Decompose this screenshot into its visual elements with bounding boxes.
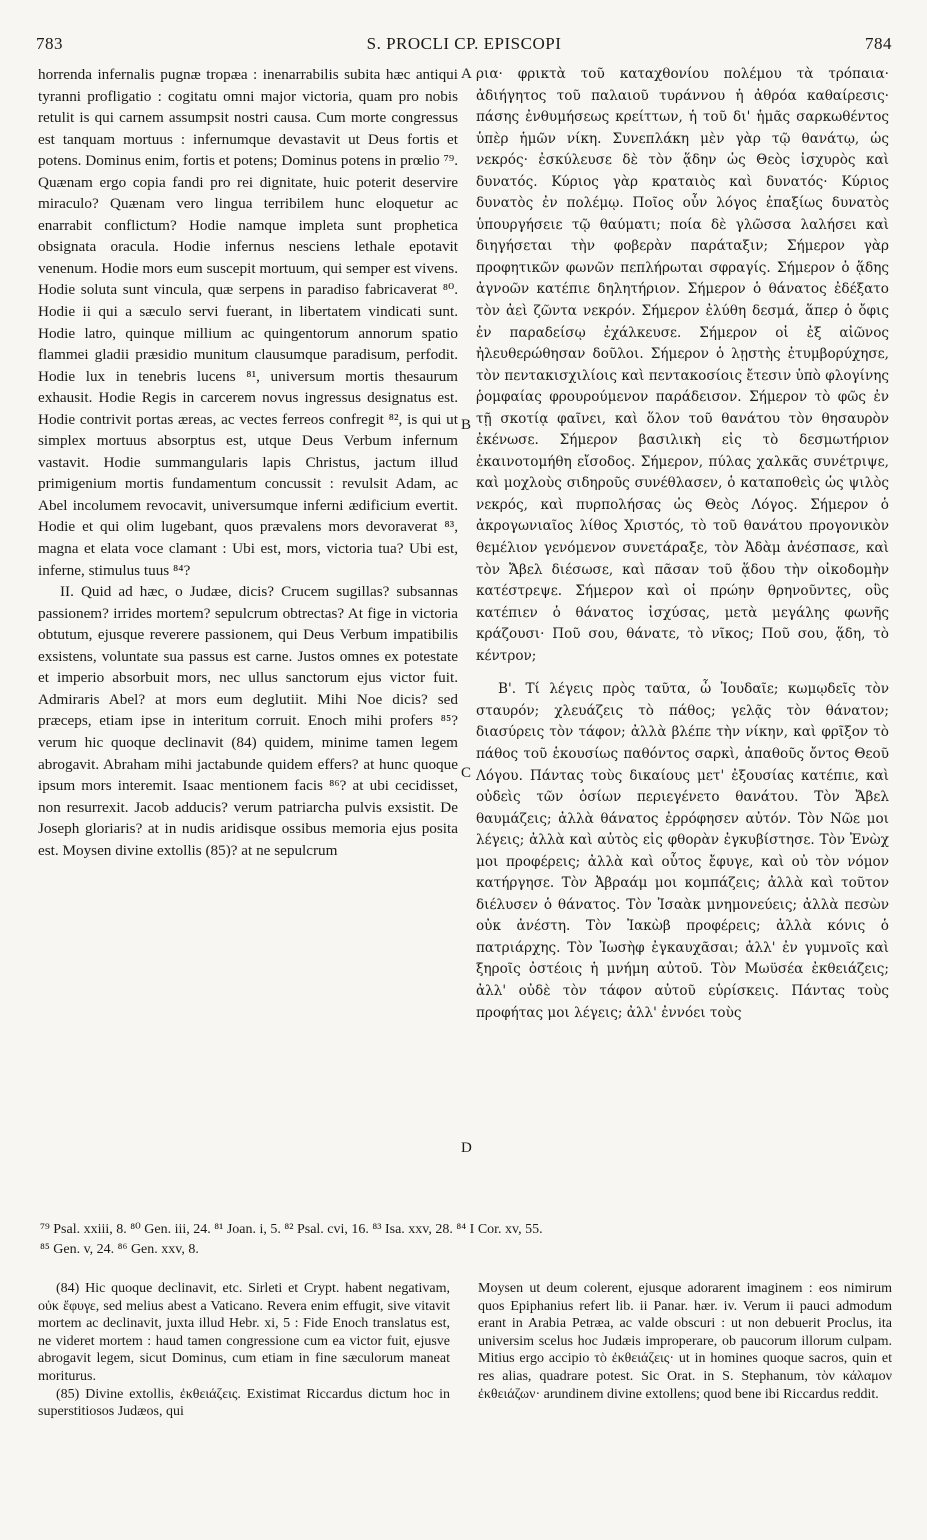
page-number-right: 784 <box>865 34 892 53</box>
greek-paragraph-2: Β'. Τί λέγεις πρὸς ταῦτα, ὦ Ἰουδαῖε; κωμῳδεῖς τὸν σταυρόν; χλευάζεις τὸ πάθος; γελᾷς τὸν θάνατον; διασύρεις τὸν τάφον; ἀλλὰ βλέπε τὴν νίκην, καὶ φρῖξον τὸ πάθος τοῦ ἑκουσίως παθόντος σαρκὶ, ἀπαθοῦς ὄντος Θεοῦ Λόγου. Πάντας τοὺς δικαίους μετ' ἐξουσίας κατέπιε, καὶ οὐδεὶς τῶν ὁσίων περιεγένετο θανάτου. Τὸν Ἄβελ θαυμάζεις; ἀλλὰ θάνατος ἐρρόφησεν αὐτόν. Τὸν Νῶε μοι λέγεις; ἀλλὰ καὶ αὐτὸς εἰς φθορὰν ἐγκυβίστησε. Τὸν Ἐνὼχ μοι προφέρεις; ἀλλὰ καὶ οὗτος ἔφυγε, καὶ οὐ τὸν νόμον κατήργησε. Τὸν Ἀβραάμ μοι κομπάζεις; ἀλλὰ καὶ τοῦτον διέλυσεν ὁ θάνατος. Τὸν Ἰσαὰκ μνημονεύεις; ἀλλὰ πεσὼν οὐκ ἀνέστη. Τὸν Ἰακὼβ προφέρεις; ἀλλὰ κόνις ὁ πατριάρχης. Τὸν Ἰωσὴφ ἐγκαυχᾶσαι; ἀλλ' ἐν γυμνοῖς καὶ ξηροῖς ὀστέοις ἡ μνήμη αὐτοῦ. Τὸν Μωϋσέα ἐκθειάζεις; ἀλλ' οὐδὲ τὸν τάφον αὐτοῦ εὑρίσκεις. Πάντας τοὺς προφήτας μοι λέγεις; ἀλλ' ἐννόει τοὺς <box>476 681 889 1021</box>
latin-paragraph-2: II. Quid ad hæc, o Judæe, dicis? Crucem sugillas? subsannas passionem? irrides mortem? sepulcrum obtrectas? At fige in victoria obtutum, ejusque reverere passionem, qui Deus Verbum impatibilis exsistens, voluntate sua passus est carne. Justos omnes ex potestate et imperio absorbuit mors, nec ullus sanctorum ejus victor fuit. Admiraris Abel? at mors eum deglutiit. Mihi Noe dicis? sed præceps, etiam ipse in interitum corruit. Enoch mihi profers ⁸⁵? verum hic quoque declinavit (84) quidem, minime tamen legem abrogavit. Abraham mihi jactabunde quidem effers? at hunc quoque ipsum mors interemit. Isaac mentionem facis ⁸⁶? at ubi cecidisset, non resurrexit. Jacob adducis? verum patriarcha pulvis exsistit. De Joseph gloriaris? at in nudis aridisque ossibus memoria ejus posita est. Moysen divine extollis (85)? at ne sepulcrum <box>38 583 458 859</box>
margin-letter-b: B <box>461 417 472 433</box>
scripture-references-line-2: ⁸⁵ Gen. v, 24. ⁸⁶ Gen. xxv, 8. <box>40 1242 199 1257</box>
note-85: (85) Divine extollis, ἐκθειάζεις. Existimat Riccardus dictum hoc in superstitiosos Judæos, qui <box>38 1386 450 1420</box>
margin-letter-c: C <box>461 765 472 781</box>
page-header <box>36 34 892 58</box>
notes-left-column <box>38 1280 450 1421</box>
greek-paragraph-1: ρια· φρικτὰ τοῦ καταχθονίου πολέμου τὰ τρόπαια· ἀδιήγητος τοῦ παλαιοῦ τυράννου ἡ ἀθρόα καθαίρεσις· πάσης ἐνθυμήσεως κρείττων, ἡ τοῦ δι' ἡμᾶς σαρκωθέντος ὑπὲρ ἡμῶν νίκη. Συνεπλάκη μὲν γὰρ τῷ θανάτῳ, ὡς νεκρός· ἐσκύλευσε δὲ τὸν ᾅδην ὡς Θεὸς ἰσχυρὸς καὶ δυνατός. Κύριος γὰρ κραταιὸς καὶ δυνατός· Κύριος δυνατὸς ἐν πολέμῳ. Ποῖος οὖν λόγος ἐπαξίως δυνατὸς ὑπουργήσειε τῷ θαύματι; ποία δὲ γλῶσσα λαλήσει καὶ διηγήσεται τὴν φοβερὰν παράταξιν; Σήμερον γὰρ προφητικῶν φωνῶν πεπλήρωται σφραγίς. Σήμερον ὁ ᾅδης ἀγνοῶν κατέπιε δηλητήριον. Σήμερον ὁ θάνατος ἐδέξατο τὸν ἀεὶ ζῶντα νεκρόν. Σήμερον ἐλύθη δεσμά, ἅπερ ὁ ὄφις ἐν παραδείσῳ ἐχάλκευσε. Σήμερον οἱ ἐξ αἰῶνος ἠλευθερώθησαν δοῦλοι. Σήμερον ὁ λῃστὴς ἐτυμβορύχησε, τὸν πεντακισχιλίοις καὶ πεντακοσίοις ἔτεσιν ὑπὸ φλογίνης ῥομφαίας φρουρούμενον παράδεισον. Σήμερον τὸ φῶς ἐν τῇ σκοτίᾳ φαῖνει, καὶ ὅλον τοῦ θανάτου τὸν θησαυρὸν ἐκένωσε. Σήμερον βασιλικὴ εἰς τὸ δεσμωτήριον ἐκαινοτομήθη εἴσοδος. Σήμερον, πύλας χαλκᾶς συνέτριψε, καὶ μοχλοὺς σιδηροῦς συνέθλασεν, ὁ καταποθεὶς ὡς ψιλὸς νεκρός, καὶ πυρπολήσας ὡς Θεὸς Λόγος. Σήμερον ὁ ἀκρογωνιαῖος λίθος Χριστός, τὸ τοῦ θανάτου προγονικὸν θεμέλιον γενόμενον συνετάραξε, τὸν Ἀδὰμ ἀνέσπασε, καὶ τὸν Ἄβελ διέσωσε, καὶ πᾶσαν τοῦ ᾅδου τὴν οἰκοδομὴν κατέστρεψε. Σήμερον καὶ οἱ πρώην θρηνοῦντες, οὓς κατέπιεν ὁ θάνατος ἰσχύσας, μετὰ μεγάλης φωνῆς κράζουσι· Ποῦ σου, θάνατε, τὸ νῖκος; Ποῦ σου, ᾅδη, τὸ κέντρον; <box>476 66 889 664</box>
margin-letter-d: D <box>461 1140 472 1156</box>
latin-column <box>38 64 458 861</box>
scripture-references-line-1: ⁷⁹ Psal. xxiii, 8. ⁸⁰ Gen. iii, 24. ⁸¹ Joan. i, 5. ⁸² Psal. cvi, 16. ⁸³ Isa. xxv, 28. ⁸⁴ I Cor. xv, 55. <box>40 1222 543 1237</box>
note-85-continued: Moysen ut deum colerent, ejusque adorarent imaginem : eos nimirum quos Epiphanius refert lib. ii Panar. hær. iv. Verum ii pauci admodum erant in Arabia Petræa, ac valde obscuri : ut non debuerit Proclus, ita universim scelus hoc Judæis improperare, ob paucorum illorum culpam. Mitius ergo accipio τὸ ἐκθειάζεις· ut in homines quoque sacros, quin et res alias, quadrare potest. Sic Orat. in S. Stephanum, τὸν κάλαμον ἐκθειάζων· arundinem divine extollens; quod bene ibi Riccardus reddit. <box>478 1281 892 1402</box>
page-number-left: 783 <box>36 34 63 53</box>
note-84: (84) Hic quoque declinavit, etc. Sirleti et Crypt. habent negativam, οὐκ ἔφυγε, sed melius abest a Vaticano. Revera enim effugit, sive vitavit mortem ac declinavit, juxta illud Hebr. xi, 5 : Fide Enoch translatus est, ne videret mortem : haud tamen congressione cum ea victor fuit, ejusve abrogavit legem, sicut Dominus, cum etiam in fine sæculorum maneat moriturus. <box>38 1281 450 1384</box>
greek-column <box>476 64 889 1024</box>
running-title: S. PROCLI CP. EPISCOPI <box>366 34 562 53</box>
notes-right-column <box>478 1280 892 1403</box>
margin-letter-a: A <box>461 66 472 82</box>
latin-paragraph-1: horrenda infernalis pugnæ tropæa : inenarrabilis subita hæc antiqui tyranni profligatio : cogitatu omni major victoria, quam pro nobis retulit is qui carnem assumpsit nostri causa. Cum morte congressus est tanquam mortuus : infernumque devastavit ut Deus fortis et potens. Dominus enim, fortis et potens; Dominus potens in prœlio ⁷⁹. Quænam ergo copia fandi pro rei dignitate, huic poterit deservire miraculo? Quænam vero lingua terribilem hunc eloquetur ac enarrabit conflictum? Hodie namque impleta sunt prophetica obsignata oracula. Hodie infernus nesciens lethale epotavit venenum. Hodie mors eum suscepit mortuum, qui semper est vivens. Hodie soluta sunt vincula, quæ serpens in paradiso fabricaverat ⁸⁰. Hodie ii qui a sæculo servi fuerant, in libertatem vindicati sunt. Hodie latro, quinque millium ac quingentorum annorum spatio flammei gladii præsidio munitum clausumque paradisum, perfodit. Hodie lux in tenebris lucens ⁸¹, universum mortis thesaurum exhausit. Hodie Regis in carcerem novus ingressus designatus est. Hodie contrivit portas æreas, ac vectes ferreos confregit ⁸², is qui ut simplex mortuus absorptus est, utque Deus Verbum infernum vastavit. Hodie summangularis lapis Christus, jactum illud primigenium mortis fundamentum concussit : revulsit Adam, ac Abel incolumem revocavit, universumque inferni ædificium evertit. Hodie et qui olim lugebant, quos prævalens mors devoraverat ⁸³, magna et elata voce clamant : Ubi est, mors, victoria tua? Ubi est, inferne, stimulus tuus ⁸⁴? <box>38 66 458 579</box>
scripture-references <box>40 1220 895 1260</box>
